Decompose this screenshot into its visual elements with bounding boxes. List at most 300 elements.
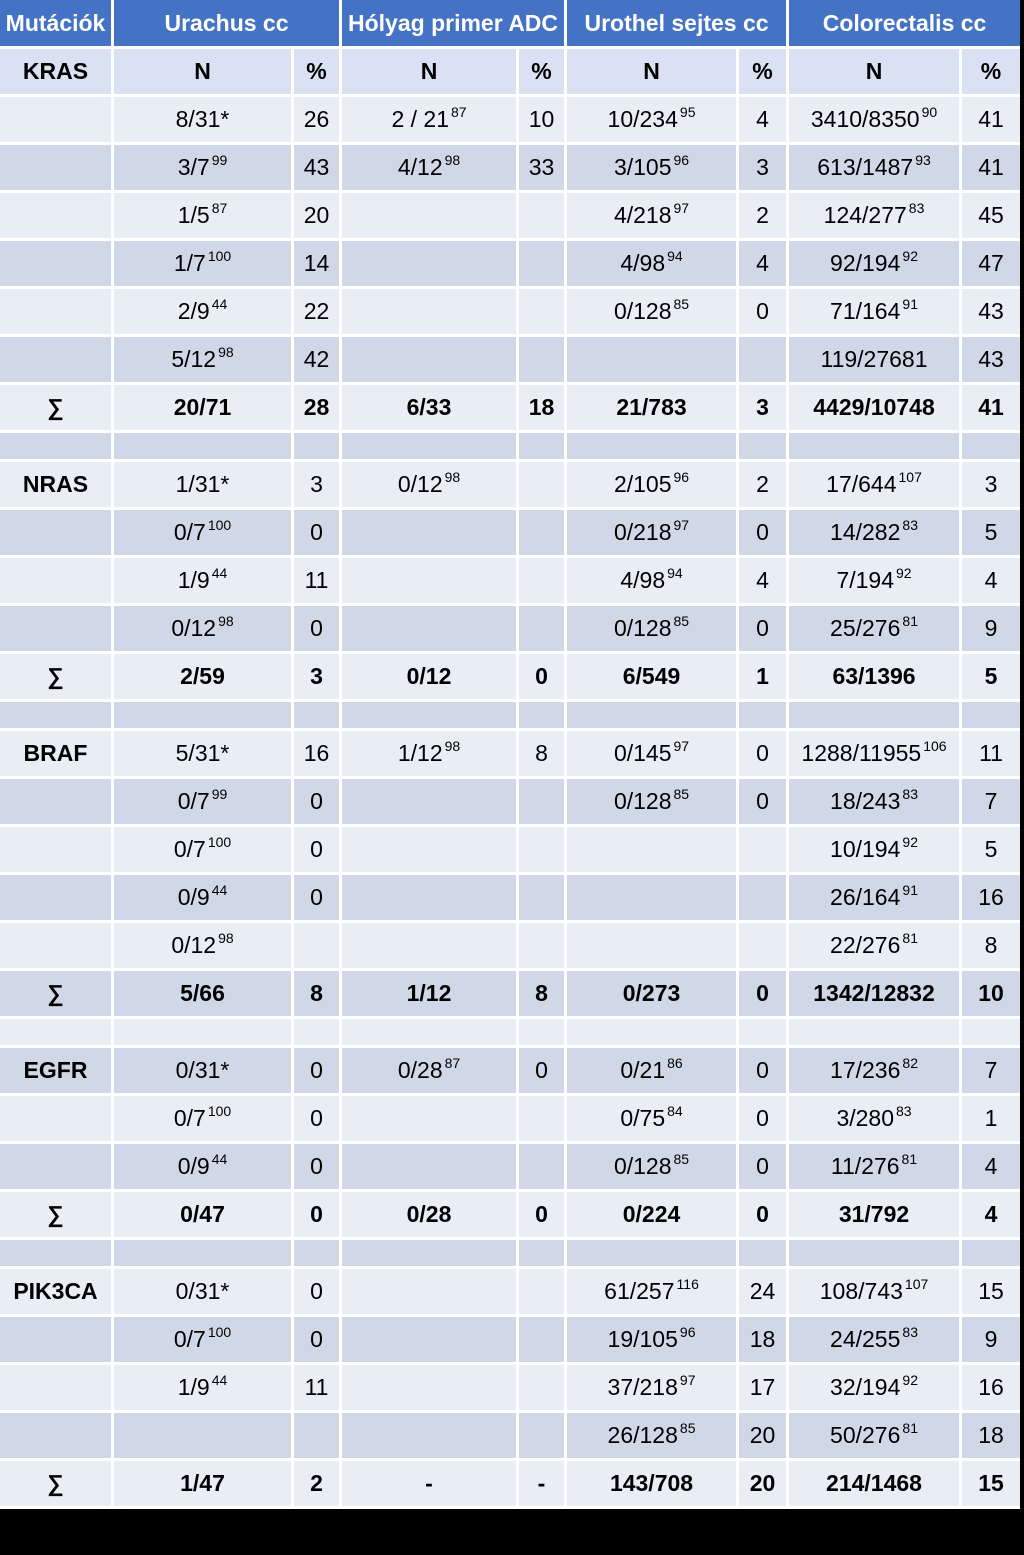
percent-cell — [739, 337, 789, 385]
percent-cell — [294, 193, 342, 241]
cell-value: 0 — [310, 1326, 323, 1352]
percent-cell — [294, 337, 342, 385]
count-cell — [567, 1144, 739, 1192]
count-cell — [342, 510, 519, 558]
cell-value: 42 — [303, 346, 330, 372]
percent-cell — [962, 558, 1020, 606]
count-cell — [789, 875, 962, 923]
cell-value: 20 — [303, 202, 330, 228]
cell-value: 124/277 — [823, 202, 907, 228]
count-cell — [567, 241, 739, 289]
cell-value: 2 / 21 — [391, 106, 449, 132]
col-n: N — [342, 49, 519, 97]
cell-value: 3 — [756, 154, 769, 180]
reference-number: 106 — [923, 738, 947, 754]
cell-value: 6/33 — [406, 394, 452, 420]
cell-value: 26/128 — [607, 1422, 678, 1448]
count-cell — [789, 779, 962, 827]
count-cell — [789, 1461, 962, 1509]
percent-cell — [739, 510, 789, 558]
cell-value: 45 — [978, 202, 1004, 228]
subheader-row — [0, 49, 1020, 97]
count-cell — [567, 1192, 739, 1240]
cell-value: 1288/11955 — [801, 740, 922, 766]
table-row — [0, 779, 1020, 827]
percent-cell — [962, 462, 1020, 510]
reference-number: 99 — [211, 786, 228, 802]
spacer-cell — [519, 1019, 567, 1048]
percent-cell — [294, 1269, 342, 1317]
spacer-cell — [789, 433, 962, 462]
cell-value: 0/31* — [175, 1278, 230, 1304]
cell-value: 0 — [310, 1153, 323, 1179]
percent-cell — [962, 145, 1020, 193]
spacer-cell — [962, 1019, 1020, 1048]
reference-number: 94 — [667, 248, 683, 264]
count-cell — [342, 1048, 519, 1096]
cell-value: 0/145 — [613, 740, 672, 766]
count-cell — [789, 971, 962, 1019]
percent-cell — [294, 145, 342, 193]
count-cell — [342, 145, 519, 193]
count-cell — [114, 1269, 294, 1317]
cell-value: 71/164 — [830, 298, 901, 324]
cell-value: 17 — [749, 1374, 776, 1400]
cell-value: 10/234 — [607, 106, 678, 132]
cell-value: 4 — [756, 250, 769, 276]
reference-number: 96 — [673, 469, 690, 485]
cell-value: 0/75 — [620, 1105, 666, 1131]
reference-number: 98 — [218, 613, 234, 629]
count-cell — [342, 779, 519, 827]
reference-number: 96 — [679, 1324, 696, 1340]
count-cell — [789, 923, 962, 971]
gene-label — [0, 193, 114, 241]
percent-cell — [294, 510, 342, 558]
cell-value: 0 — [756, 519, 769, 545]
cell-value: 0/28 — [397, 1057, 443, 1083]
percent-cell — [962, 654, 1020, 702]
reference-number: 99 — [211, 152, 228, 168]
reference-number: 92 — [896, 565, 912, 581]
count-cell — [567, 1317, 739, 1365]
spacer-cell — [342, 1019, 519, 1048]
cell-value: 41 — [978, 394, 1004, 420]
cell-value: 15 — [978, 1278, 1004, 1304]
percent-cell — [294, 923, 342, 971]
count-cell — [114, 1048, 294, 1096]
gene-label — [0, 779, 114, 827]
percent-cell — [739, 97, 789, 145]
percent-cell — [519, 1192, 567, 1240]
gene-label — [0, 1096, 114, 1144]
sum-row — [0, 1192, 1020, 1240]
table-row — [0, 193, 1020, 241]
percent-cell — [739, 1144, 789, 1192]
cell-value: 92/194 — [830, 250, 901, 276]
spacer-cell — [0, 1240, 114, 1269]
gene-label — [0, 558, 114, 606]
percent-cell — [294, 731, 342, 779]
count-cell — [567, 1413, 739, 1461]
count-cell — [114, 1144, 294, 1192]
cell-value: 31/792 — [838, 1201, 910, 1227]
cell-value: 0 — [535, 663, 548, 689]
reference-number: 85 — [673, 296, 690, 312]
spacer-cell — [114, 1240, 294, 1269]
reference-number: 85 — [673, 1151, 690, 1167]
cell-value: 0 — [310, 1201, 323, 1227]
reference-number: 44 — [211, 882, 228, 898]
percent-cell — [519, 337, 567, 385]
gene-label — [0, 1144, 114, 1192]
cell-value: 17/644 — [826, 471, 897, 497]
gene-label: EGFR — [0, 1048, 114, 1096]
count-cell — [114, 1096, 294, 1144]
count-cell — [567, 1269, 739, 1317]
count-cell — [567, 654, 739, 702]
cell-value: 0 — [535, 1057, 548, 1083]
cell-value: 7 — [984, 788, 998, 814]
percent-cell — [739, 875, 789, 923]
cell-value: 8 — [310, 980, 323, 1006]
percent-cell — [739, 1365, 789, 1413]
reference-number: 83 — [908, 200, 925, 216]
reference-number: 96 — [673, 152, 690, 168]
spacer-cell — [789, 702, 962, 731]
percent-cell — [519, 1269, 567, 1317]
reference-number: 92 — [902, 834, 918, 850]
count-cell — [114, 606, 294, 654]
count-cell — [114, 731, 294, 779]
reference-number: 84 — [667, 1103, 683, 1119]
percent-cell — [739, 1317, 789, 1365]
spacer-cell — [294, 1240, 342, 1269]
reference-number: 107 — [904, 1276, 929, 1292]
header-urachus: Urachus cc — [114, 0, 342, 49]
col-n: N — [567, 49, 739, 97]
col-pct: % — [519, 49, 567, 97]
percent-cell — [519, 654, 567, 702]
count-cell — [342, 193, 519, 241]
sum-row — [0, 654, 1020, 702]
reference-number: 100 — [207, 517, 232, 533]
cell-value: 0 — [310, 788, 323, 814]
count-cell — [567, 337, 739, 385]
cell-value: 10 — [528, 106, 555, 132]
cell-value: 63/1396 — [832, 663, 916, 689]
cell-value: 8/31* — [175, 106, 230, 132]
percent-cell — [294, 1461, 342, 1509]
cell-value: 47 — [978, 250, 1004, 276]
count-cell — [342, 827, 519, 875]
cell-value: 11 — [304, 1374, 329, 1400]
percent-cell — [739, 558, 789, 606]
count-cell — [789, 1365, 962, 1413]
count-cell — [789, 654, 962, 702]
percent-cell — [962, 241, 1020, 289]
percent-cell — [294, 971, 342, 1019]
cell-value: 0 — [756, 298, 769, 324]
percent-cell — [962, 1461, 1020, 1509]
count-cell — [567, 1461, 739, 1509]
gene-label — [0, 1365, 114, 1413]
reference-number: 87 — [444, 1055, 461, 1071]
sum-symbol: ∑ — [0, 1461, 114, 1509]
spacer-cell — [342, 433, 519, 462]
percent-cell — [962, 1413, 1020, 1461]
count-cell — [114, 337, 294, 385]
reference-number: 98 — [444, 738, 461, 754]
cell-value: 0 — [756, 788, 769, 814]
percent-cell — [739, 654, 789, 702]
percent-cell — [962, 1269, 1020, 1317]
spacer-cell — [294, 702, 342, 731]
count-cell — [114, 193, 294, 241]
count-cell — [789, 462, 962, 510]
cell-value: 613/1487 — [817, 154, 914, 180]
cell-value: 4 — [984, 567, 998, 593]
table-row — [0, 875, 1020, 923]
reference-number: 98 — [444, 469, 461, 485]
reference-number: 44 — [211, 1372, 228, 1388]
percent-cell — [519, 1365, 567, 1413]
reference-number: 44 — [211, 565, 228, 581]
cell-value: 3/7 — [177, 154, 210, 180]
cell-value: 28 — [303, 394, 330, 420]
cell-value: 0 — [310, 519, 323, 545]
reference-number: 98 — [218, 344, 234, 360]
cell-value: 24/255 — [830, 1326, 901, 1352]
reference-number: 97 — [673, 200, 690, 216]
header-mutations: Mutációk — [0, 0, 114, 49]
cell-value: 0/12 — [171, 615, 217, 641]
count-cell — [567, 923, 739, 971]
count-cell — [342, 337, 519, 385]
spacer-cell — [342, 1240, 519, 1269]
table-row — [0, 337, 1020, 385]
cell-value: 1/47 — [180, 1470, 225, 1496]
cell-value: 4429/10748 — [813, 394, 935, 420]
cell-value: 18/243 — [830, 788, 901, 814]
gene-label — [0, 337, 114, 385]
cell-value: 0/12 — [397, 471, 443, 497]
count-cell — [789, 97, 962, 145]
reference-number: 95 — [679, 104, 696, 120]
cell-value: 3 — [756, 394, 769, 420]
percent-cell — [519, 558, 567, 606]
gene-label — [0, 289, 114, 337]
reference-number: 94 — [667, 565, 683, 581]
cell-value: 41 — [978, 154, 1004, 180]
percent-cell — [294, 1413, 342, 1461]
cell-value: 0/21 — [620, 1057, 666, 1083]
count-cell — [114, 510, 294, 558]
count-cell — [567, 1048, 739, 1096]
cell-value: 0/12 — [171, 932, 217, 958]
count-cell — [114, 145, 294, 193]
reference-number: 100 — [207, 834, 232, 850]
count-cell — [567, 971, 739, 1019]
cell-value: 50/276 — [830, 1422, 901, 1448]
reference-number: 81 — [902, 613, 918, 629]
cell-value: 5 — [984, 519, 998, 545]
percent-cell — [294, 1365, 342, 1413]
count-cell — [567, 779, 739, 827]
cell-value: 1 — [984, 1105, 998, 1131]
percent-cell — [519, 875, 567, 923]
reference-number: 83 — [902, 517, 918, 533]
percent-cell — [294, 779, 342, 827]
count-cell — [567, 385, 739, 433]
cell-value: 1342/12832 — [813, 980, 935, 1006]
table-row — [0, 1144, 1020, 1192]
percent-cell — [962, 827, 1020, 875]
col-pct: % — [962, 49, 1020, 97]
cell-value: 0/128 — [613, 788, 672, 814]
table-row — [0, 462, 1020, 510]
spacer-cell — [739, 702, 789, 731]
cell-value: 61/257 — [604, 1278, 675, 1304]
cell-value: 0 — [756, 1105, 769, 1131]
cell-value: 3 — [310, 663, 323, 689]
count-cell — [789, 1269, 962, 1317]
reference-number: 97 — [679, 1372, 696, 1388]
spacer-cell — [519, 1240, 567, 1269]
percent-cell — [739, 1461, 789, 1509]
sum-symbol: ∑ — [0, 385, 114, 433]
cell-value: 22/276 — [830, 932, 901, 958]
percent-cell — [519, 462, 567, 510]
count-cell — [342, 241, 519, 289]
table-row — [0, 827, 1020, 875]
reference-number: 44 — [211, 1151, 228, 1167]
percent-cell — [962, 337, 1020, 385]
percent-cell — [962, 923, 1020, 971]
percent-cell — [519, 1144, 567, 1192]
cell-value: 1/5 — [177, 202, 210, 228]
percent-cell — [519, 606, 567, 654]
cell-value: 5 — [984, 836, 998, 862]
percent-cell — [739, 731, 789, 779]
col-pct: % — [739, 49, 789, 97]
cell-value: 0/128 — [613, 298, 672, 324]
percent-cell — [739, 779, 789, 827]
cell-value: 24 — [749, 1278, 776, 1304]
cell-value: 0/7 — [173, 1105, 206, 1131]
cell-value: 32/194 — [830, 1374, 901, 1400]
spacer-cell — [962, 1240, 1020, 1269]
percent-cell — [739, 923, 789, 971]
percent-cell — [962, 289, 1020, 337]
gene-label — [0, 827, 114, 875]
count-cell — [789, 145, 962, 193]
percent-cell — [739, 971, 789, 1019]
cell-value: 22 — [303, 298, 330, 324]
cell-value: 43 — [303, 154, 330, 180]
cell-value: 18 — [749, 1326, 776, 1352]
cell-value: 0/9 — [177, 884, 210, 910]
table-row — [0, 558, 1020, 606]
count-cell — [114, 385, 294, 433]
percent-cell — [962, 779, 1020, 827]
cell-value: 8 — [535, 740, 548, 766]
reference-number: 81 — [902, 930, 918, 946]
reference-number: 44 — [211, 296, 228, 312]
sum-row — [0, 385, 1020, 433]
cell-value: 17/236 — [830, 1057, 901, 1083]
percent-cell — [739, 145, 789, 193]
percent-cell — [294, 827, 342, 875]
spacer-cell — [789, 1019, 962, 1048]
percent-cell — [519, 1048, 567, 1096]
count-cell — [342, 606, 519, 654]
percent-cell — [962, 510, 1020, 558]
percent-cell — [519, 145, 567, 193]
cell-value: 43 — [978, 346, 1004, 372]
count-cell — [567, 606, 739, 654]
reference-number: 98 — [444, 152, 461, 168]
cell-value: - — [537, 1470, 546, 1496]
cell-value: 9 — [984, 1326, 998, 1352]
cell-value: 0 — [310, 1057, 323, 1083]
cell-value: 1 — [756, 663, 769, 689]
reference-number: 87 — [451, 104, 467, 120]
percent-cell — [519, 971, 567, 1019]
cell-value: 1/9 — [177, 1374, 210, 1400]
count-cell — [342, 289, 519, 337]
col-n: N — [114, 49, 294, 97]
spacer-cell — [519, 433, 567, 462]
reference-number: 81 — [902, 1420, 918, 1436]
count-cell — [567, 1096, 739, 1144]
cell-value: 3/280 — [836, 1105, 894, 1131]
cell-value: 143/708 — [609, 1470, 694, 1496]
cell-value: 1/31* — [175, 471, 230, 497]
percent-cell — [962, 1317, 1020, 1365]
count-cell — [789, 1096, 962, 1144]
percent-cell — [962, 1048, 1020, 1096]
cell-value: 3410/8350 — [810, 106, 920, 132]
count-cell — [567, 827, 739, 875]
reference-number: 92 — [902, 1372, 918, 1388]
spacer-cell — [567, 702, 739, 731]
spacer-row — [0, 1019, 1020, 1048]
percent-cell — [739, 193, 789, 241]
cell-value: 0 — [310, 1278, 323, 1304]
cell-value: 0 — [310, 884, 323, 910]
percent-cell — [519, 241, 567, 289]
header-bladder-adc: Hólyag primer ADC — [342, 0, 567, 49]
percent-cell — [519, 779, 567, 827]
sum-symbol: ∑ — [0, 654, 114, 702]
gene-label — [0, 145, 114, 193]
reference-number: 82 — [902, 1055, 918, 1071]
cell-value: 4 — [984, 1201, 998, 1227]
percent-cell — [739, 462, 789, 510]
table-row — [0, 1317, 1020, 1365]
cell-value: 0/128 — [613, 1153, 672, 1179]
table-row — [0, 731, 1020, 779]
count-cell — [789, 510, 962, 558]
count-cell — [789, 1144, 962, 1192]
count-cell — [567, 97, 739, 145]
spacer-row — [0, 433, 1020, 462]
cell-value: 4 — [984, 1153, 998, 1179]
percent-cell — [294, 385, 342, 433]
count-cell — [567, 1365, 739, 1413]
count-cell — [114, 1461, 294, 1509]
